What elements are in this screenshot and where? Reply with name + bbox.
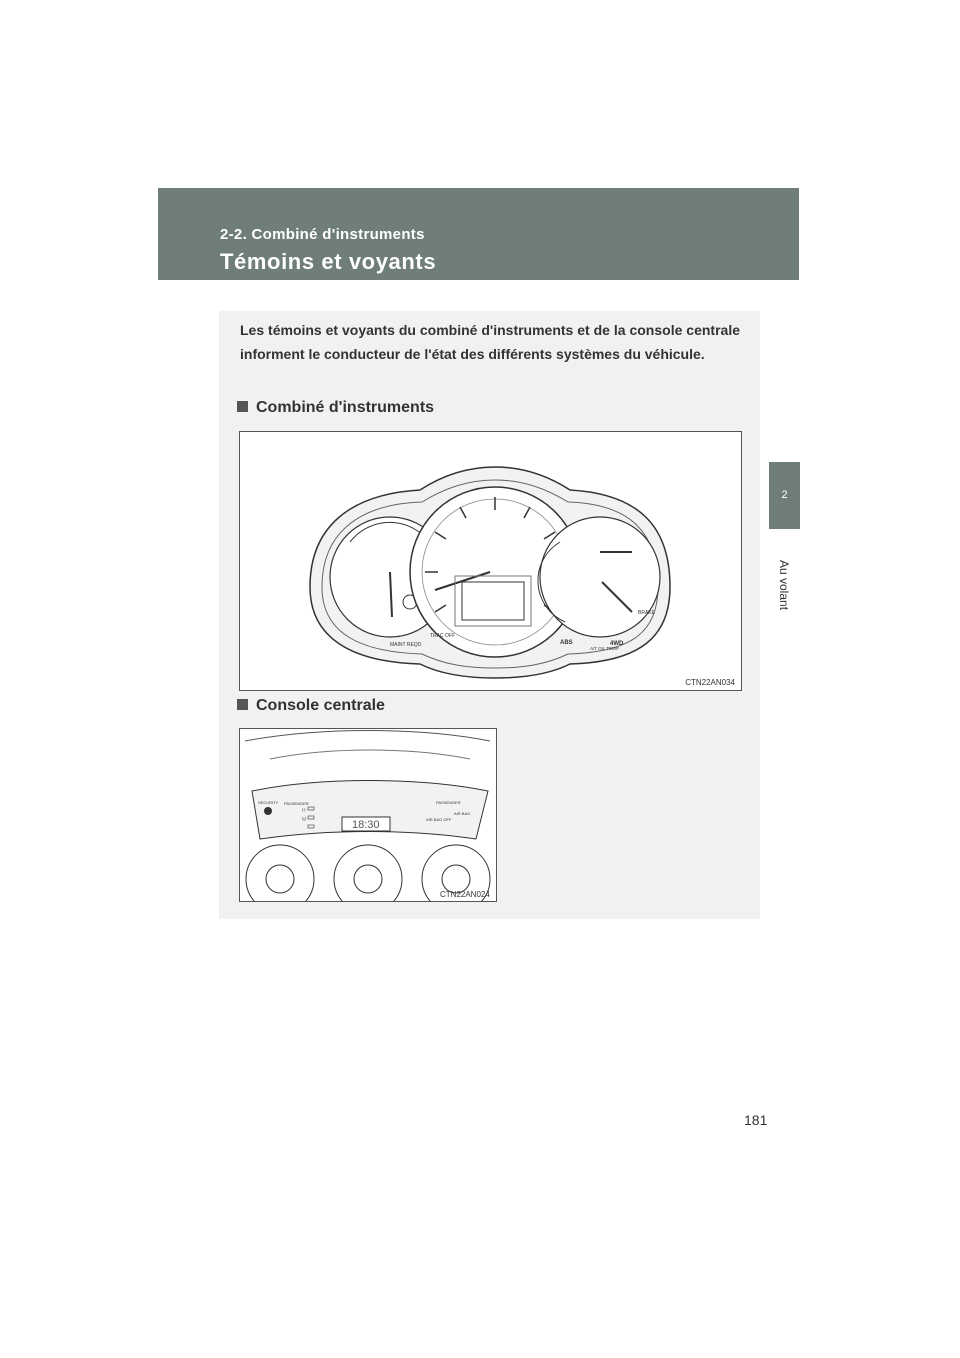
four-wd-label: 4WD	[610, 641, 624, 647]
center-console-figure	[239, 728, 497, 902]
intro-text: Les témoins et voyants du combiné d'instruments et de la console centrale informent le conducteur de l'état des différents systèmes du véhicule.	[240, 322, 740, 362]
page-title: Témoins et voyants	[220, 249, 437, 274]
clock-display: 18:30	[352, 819, 380, 831]
heading-center-console	[237, 697, 385, 715]
brake-label: BRAKE	[638, 610, 655, 616]
instrument-cluster-illustration	[240, 432, 741, 690]
security-label: SECURITY	[258, 800, 279, 805]
maint-reqd-label: MAINT REQD	[390, 642, 422, 648]
at-oil-temp-label: A/T OIL TEMP	[590, 646, 619, 651]
chapter-label: Au volant	[777, 559, 791, 611]
airbag-label: AIR BAG	[454, 811, 471, 816]
center-console-illustration	[240, 729, 496, 901]
heading-text: Combiné d'instruments	[256, 399, 435, 416]
content-panel	[219, 311, 760, 919]
heading-instrument-cluster	[237, 399, 434, 417]
passenger-label-left: PASSENGER	[284, 801, 309, 806]
square-bullet-icon	[237, 699, 248, 710]
chapter-tab: 2	[769, 462, 800, 529]
passenger-label-right: PASSENGER	[436, 800, 461, 805]
instrument-cluster-figure	[239, 431, 742, 691]
square-bullet-icon	[237, 401, 248, 412]
abs-label: ABS	[560, 640, 573, 646]
figure-code: CTN22AN024	[440, 890, 490, 899]
figure-code: CTN22AN034	[685, 678, 735, 687]
airbag-off-label: AIR BAG OFF	[426, 817, 452, 822]
heading-text: Console centrale	[256, 697, 385, 714]
trac-off-label: TRAC OFF	[430, 633, 455, 639]
minute-label: M	[302, 817, 307, 823]
page-number: 181	[744, 1112, 768, 1128]
header-band	[158, 188, 799, 280]
section-label: 2-2. Combiné d'instruments	[220, 226, 425, 243]
hour-label: H	[302, 808, 306, 814]
